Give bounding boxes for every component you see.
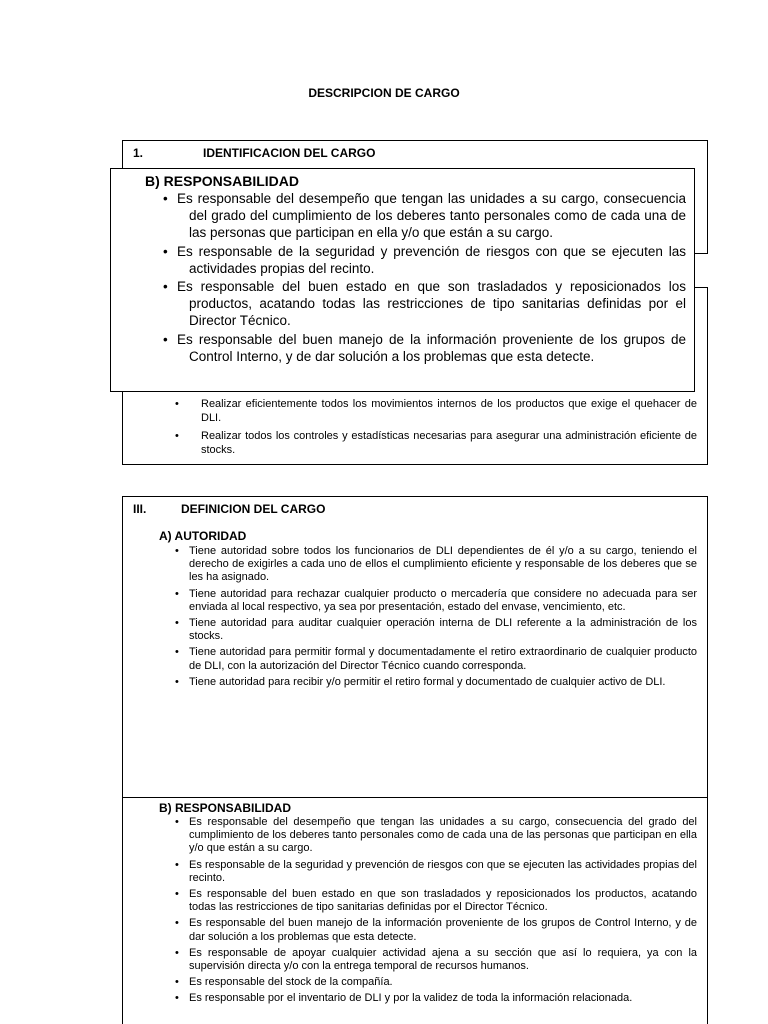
list-item: • Es responsable de apoyar cualquier actividad ajena a su sección que así lo requiera, ya con la supervisión directa y/o con la entrega temporal de recursos humanos. bbox=[175, 946, 697, 973]
bullet-icon: • bbox=[163, 279, 168, 295]
bullet-icon: • bbox=[175, 888, 179, 901]
overlay-list bbox=[163, 190, 686, 365]
responsibility-box bbox=[122, 797, 708, 1024]
responsabilidad-overlay bbox=[110, 168, 695, 392]
section3-title: DEFINICION DEL CARGO bbox=[181, 502, 326, 516]
section1-number: 1. bbox=[133, 146, 144, 160]
bullet-icon: • bbox=[175, 675, 179, 688]
bullet-icon: • bbox=[175, 617, 179, 630]
section1-title: IDENTIFICACION DEL CARGO bbox=[203, 146, 376, 160]
document-title: DESCRIPCION DE CARGO bbox=[308, 86, 460, 100]
responsibility-list bbox=[173, 816, 697, 1006]
bullet-icon: • bbox=[163, 331, 168, 347]
list-item: • Realizar todos los controles y estadísticas necesarias para asegurar una administración eficiente de stocks. bbox=[175, 430, 697, 456]
list-item: • Tiene autoridad para permitir formal y documentadamente el retiro extraordinario de cualquier producto de DLI, con la autorización del Director Técnico cuando corresponda. bbox=[175, 646, 697, 672]
section3-box bbox=[122, 496, 708, 798]
list-item: • Es responsable del buen estado en que son trasladados y reposicionados los productos, acatando todas las restricciones de tipo sanitarias definidas por el Director Técnico. bbox=[163, 279, 686, 329]
authority-list bbox=[173, 545, 697, 689]
bullet-icon: • bbox=[175, 430, 179, 442]
list-item: • Es responsable del desempeño que tengan las unidades a su cargo, consecuencia del grado del cumplimiento de los deberes tanto personales como de cada una de las personas que participan en ella y/o que están a su cargo. bbox=[175, 816, 697, 855]
bullet-icon: • bbox=[175, 587, 179, 600]
overlay-heading: B) RESPONSABILIDAD bbox=[145, 173, 300, 189]
bullet-icon: • bbox=[175, 992, 179, 1005]
authority-block bbox=[159, 529, 697, 692]
bullet-icon: • bbox=[175, 946, 179, 959]
authority-heading: A) AUTORIDAD bbox=[159, 529, 247, 543]
list-item: • Es responsable de la seguridad y prevención de riesgos con que se ejecuten las actividades propias del recinto. bbox=[163, 243, 686, 276]
list-item: • Es responsable del desempeño que tengan las unidades a su cargo, consecuencia del grado del cumplimiento de los deberes tanto personales como de cada una de las personas que participan en ella y/o que están a su cargo. bbox=[163, 191, 686, 241]
bullet-icon: • bbox=[175, 816, 179, 828]
bullet-icon: • bbox=[175, 398, 179, 410]
bullet-icon: • bbox=[175, 646, 179, 659]
list-item: • Tiene autoridad para rechazar cualquier producto o mercadería que considere no adecuada para ser enviada al local respectivo, ya sea por presentación, estado del envase, vencimiento, etc. bbox=[175, 587, 697, 613]
responsibility-block bbox=[159, 801, 697, 1009]
list-item: • Realizar eficientemente todos los movimientos internos de los productos que exige el quehacer de DLI. bbox=[175, 398, 697, 424]
list-item: • Tiene autoridad sobre todos los funcionarios de DLI dependientes de él y/o a su cargo, teniendo el derecho de exigirles a cada uno de ellos el cumplimiento eficiente y responsable de los deberes que se les ha asignado. bbox=[175, 545, 697, 584]
list-item: • Es responsable del buen estado en que son trasladados y reposicionados los productos, acatando todas las restricciones de tipo sanitarias definidas por el Director Técnico. bbox=[175, 888, 697, 914]
bullet-icon: • bbox=[175, 917, 179, 930]
list-item: • Tiene autoridad para recibir y/o permitir el retiro formal y documentado de cualquier activo de DLI. bbox=[175, 675, 666, 688]
bullet-icon: • bbox=[175, 976, 179, 989]
section1-heading bbox=[133, 146, 375, 160]
list-item: • Es responsable por el inventario de DLI y por la validez de toda la información relacionada. bbox=[175, 992, 633, 1005]
bullet-icon: • bbox=[163, 243, 168, 259]
list-item: • Tiene autoridad para auditar cualquier operación interna de DLI referente a la administración de los stocks. bbox=[175, 617, 697, 643]
list-item: • Es responsable del buen manejo de la información proveniente de los grupos de Control Interno, y de dar solución a los problemas que esta detecte. bbox=[175, 917, 697, 943]
section3-heading bbox=[133, 502, 325, 516]
bullet-icon: • bbox=[163, 191, 168, 206]
section3-number: III. bbox=[133, 502, 147, 516]
list-item: • Es responsable del stock de la compañía. bbox=[175, 976, 393, 989]
list-item: • Es responsable de la seguridad y prevención de riesgos con que se ejecuten las actividades propias del recinto. bbox=[175, 858, 697, 884]
list-item: • Es responsable del buen manejo de la información proveniente de los grupos de Control Interno, y de dar solución a los problemas que esta detecte. bbox=[163, 331, 686, 364]
section2-list bbox=[175, 397, 697, 461]
bullet-icon: • bbox=[175, 858, 179, 871]
bullet-icon: • bbox=[175, 545, 179, 557]
responsibility-heading: B) RESPONSABILIDAD bbox=[159, 801, 292, 815]
